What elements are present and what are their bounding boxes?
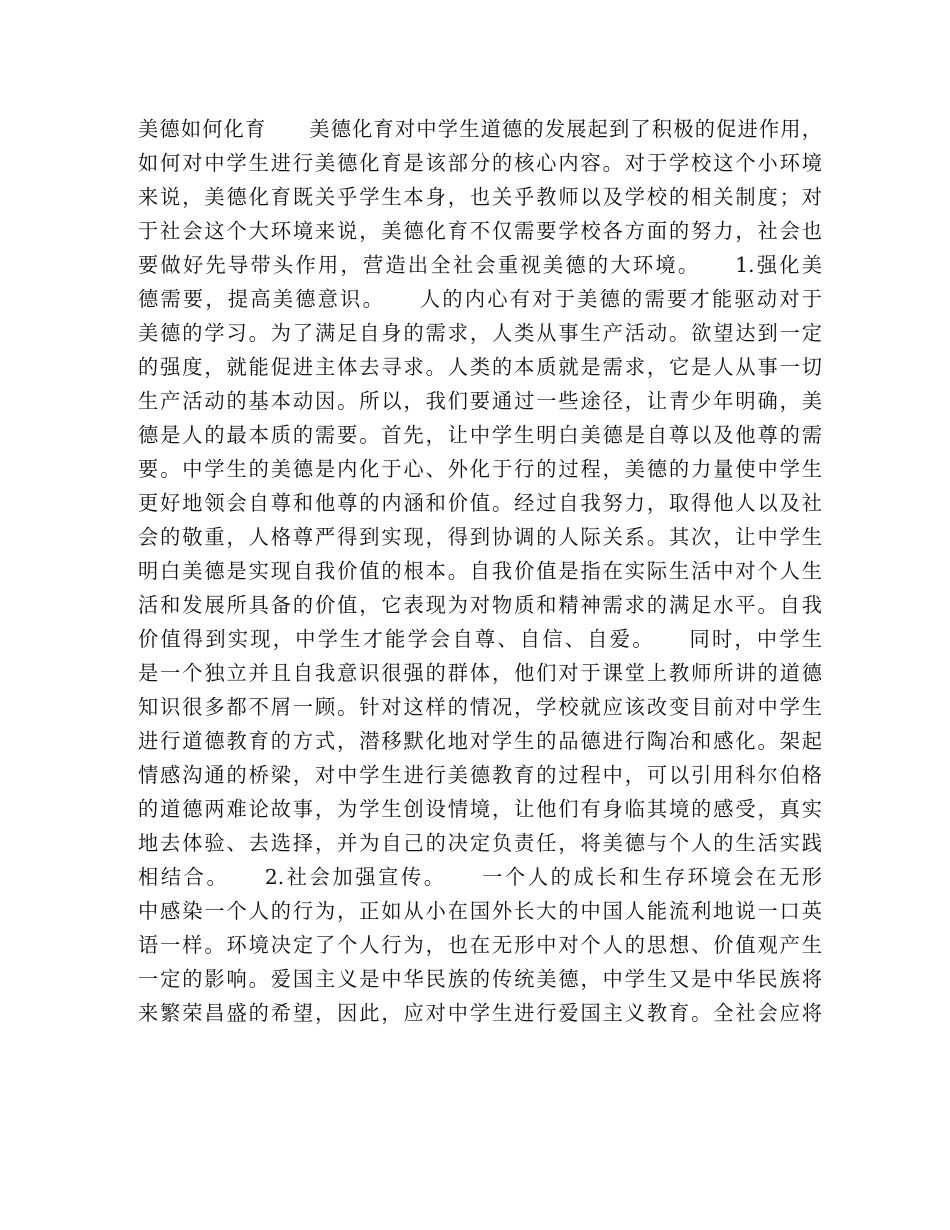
text-line: 来繁荣昌盛的希望，因此，应对中学生进行爱国主义教育。全社会应将 [138, 1001, 822, 1025]
text-line: 价值得到实现，中学生才能学会自尊、自信、自爱。 同时，中学生 [138, 627, 822, 651]
text-line: 一定的影响。爱国主义是中华民族的传统美德，中学生又是中华民族将 [138, 967, 822, 991]
text-line: 更好地领会自尊和他尊的内涵和价值。经过自我努力，取得他人以及社 [138, 491, 822, 515]
text-line: 德需要，提高美德意识。 人的内心有对于美德的需要才能驱动对于 [138, 287, 822, 311]
text-line: 情感沟通的桥梁，对中学生进行美德教育的过程中，可以引用科尔伯格 [138, 763, 822, 787]
text-line: 会的敬重，人格尊严得到实现，得到协调的人际关系。其次，让中学生 [138, 525, 822, 549]
text-line: 于社会这个大环境来说，美德化育不仅需要学校各方面的努力，社会也 [138, 219, 822, 243]
text-line: 是一个独立并且自我意识很强的群体，他们对于课堂上教师所讲的道德 [138, 661, 822, 685]
text-line: 生产活动的基本动因。所以，我们要通过一些途径，让青少年明确，美 [138, 389, 822, 413]
text-line: 的强度，就能促进主体去寻求。人类的本质就是需求，它是人从事一切 [138, 355, 822, 379]
text-line: 美德如何化育 美德化育对中学生道德的发展起到了积极的促进作用， [138, 117, 822, 141]
text-line: 的道德两难论故事，为学生创设情境，让他们有身临其境的感受，真实 [138, 797, 822, 821]
text-line: 美德的学习。为了满足自身的需求，人类从事生产活动。欲望达到一定 [138, 321, 822, 345]
text-line: 要。中学生的美德是内化于心、外化于行的过程，美德的力量使中学生 [138, 457, 822, 481]
text-line: 活和发展所具备的价值，它表现为对物质和精神需求的满足水平。自我 [138, 593, 822, 617]
body-text [138, 112, 822, 1030]
text-line: 进行道德教育的方式，潜移默化地对学生的品德进行陶冶和感化。架起 [138, 729, 822, 753]
text-line: 来说，美德化育既关乎学生本身，也关乎教师以及学校的相关制度；对 [138, 185, 822, 209]
text-line: 中感染一个人的行为，正如从小在国外长大的中国人能流利地说一口英 [138, 899, 822, 923]
text-line: 要做好先导带头作用，营造出全社会重视美德的大环境。 1.强化美 [138, 253, 822, 277]
text-line: 明白美德是实现自我价值的根本。自我价值是指在实际生活中对个人生 [138, 559, 822, 583]
text-line: 如何对中学生进行美德化育是该部分的核心内容。对于学校这个小环境 [138, 151, 822, 175]
text-line: 知识很多都不屑一顾。针对这样的情况，学校就应该改变目前对中学生 [138, 695, 822, 719]
text-line: 德是人的最本质的需要。首先，让中学生明白美德是自尊以及他尊的需 [138, 423, 822, 447]
text-line: 地去体验、去选择，并为自己的决定负责任，将美德与个人的生活实践 [138, 831, 822, 855]
text-line: 相结合。 2.社会加强宣传。 一个人的成长和生存环境会在无形 [138, 865, 822, 889]
text-line: 语一样。环境决定了个人行为，也在无形中对个人的思想、价值观产生 [138, 933, 822, 957]
